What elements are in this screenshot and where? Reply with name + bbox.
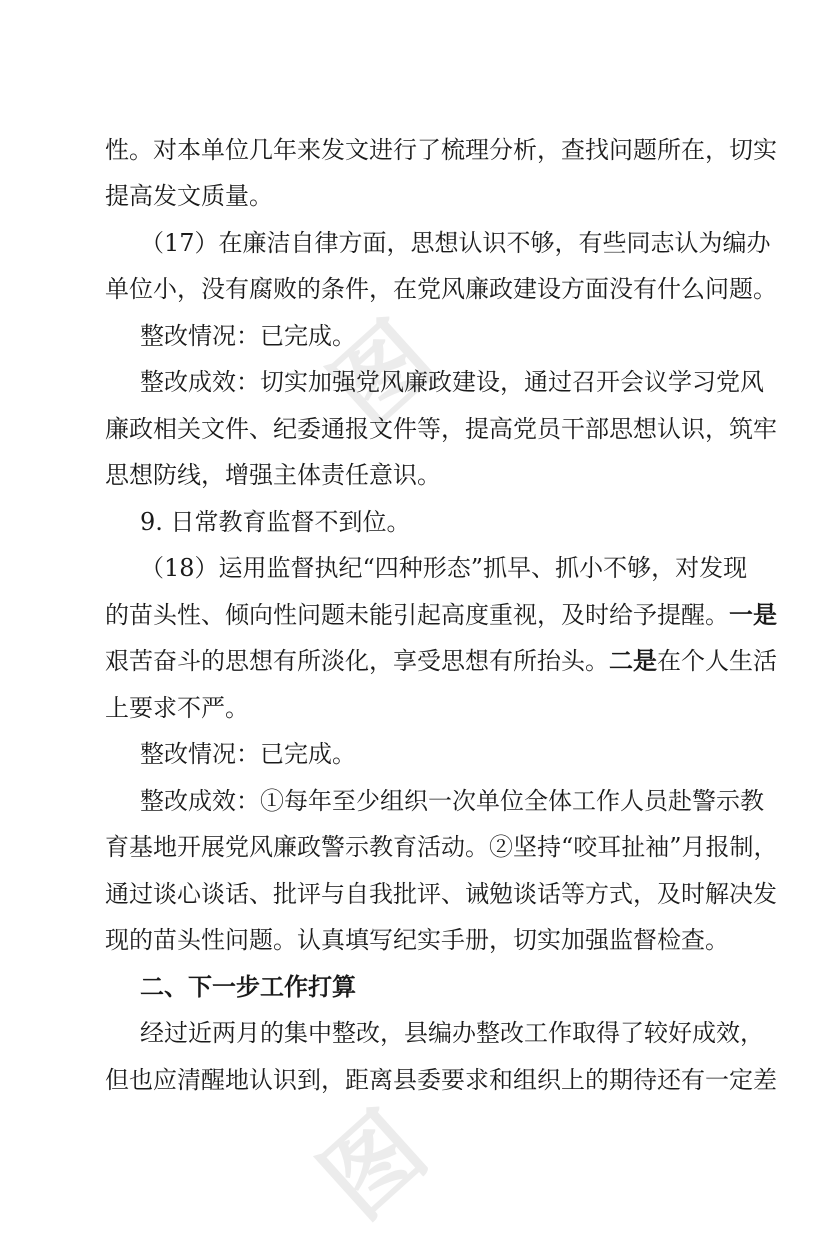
section-9-title: 9. 日常教育监督不到位。 xyxy=(140,508,411,536)
rectification-result-2-line-1: 整改成效：①每年至少组织一次单位全体工作人员赴警示教 xyxy=(140,787,764,815)
item-18-line-3-text: 艰苦奋斗的思想有所淡化，享受思想有所抬头。 xyxy=(105,647,609,675)
item-18-line-1: （18）运用监督执纪“四种形态”抓早、抓小不够，对发现 xyxy=(140,554,748,582)
rectification-result-1-line-1: 整改成效：切实加强党风廉政建设，通过召开会议学习党风 xyxy=(140,368,764,396)
body-line-2: 提高发文质量。 xyxy=(105,182,273,210)
body-line-1: 性。对本单位几年来发文进行了梳理分析，查找问题所在，切实 xyxy=(105,136,777,164)
item-18-line-2 xyxy=(105,600,777,630)
second-point-marker: 二是 xyxy=(609,646,657,675)
watermark-lower: 图 xyxy=(300,1089,450,1240)
rectification-result-1-line-3: 思想防线，增强主体责任意识。 xyxy=(105,461,441,489)
next-steps-line-1: 经过近两月的集中整改，县编办整改工作取得了较好成效， xyxy=(140,1019,764,1047)
watermark: 图 xyxy=(310,299,460,450)
item-18-line-3-tail: 在个人生活 xyxy=(657,647,777,675)
item-17-line-1: （17）在廉洁自律方面，思想认识不够，有些同志认为编办 xyxy=(140,229,771,257)
item-18-line-4: 上要求不严。 xyxy=(105,694,249,722)
rectification-status-1: 整改情况：已完成。 xyxy=(140,322,356,350)
item-18-line-3 xyxy=(105,646,777,676)
rectification-result-1-line-2: 廉政相关文件、纪委通报文件等，提高党员干部思想认识，筑牢 xyxy=(105,415,777,443)
section-heading-next-steps: 二、下一步工作打算 xyxy=(140,973,356,1001)
item-18-line-2-text: 的苗头性、倾向性问题未能引起高度重视，及时给予提醒。 xyxy=(105,601,729,629)
rectification-status-2: 整改情况：已完成。 xyxy=(140,740,356,768)
rectification-result-2-line-4: 现的苗头性问题。认真填写纪实手册，切实加强监督检查。 xyxy=(105,926,729,954)
item-17-line-2: 单位小，没有腐败的条件，在党风廉政建设方面没有什么问题。 xyxy=(105,275,777,303)
rectification-result-2-line-2: 育基地开展党风廉政警示教育活动。②坚持“咬耳扯袖”月报制， xyxy=(105,833,778,861)
first-point-marker: 一是 xyxy=(729,600,777,629)
rectification-result-2-line-3: 通过谈心谈话、批评与自我批评、诫勉谈话等方式，及时解决发 xyxy=(105,880,777,908)
next-steps-line-2: 但也应清醒地认识到，距离县委要求和组织上的期待还有一定差 xyxy=(105,1066,777,1094)
